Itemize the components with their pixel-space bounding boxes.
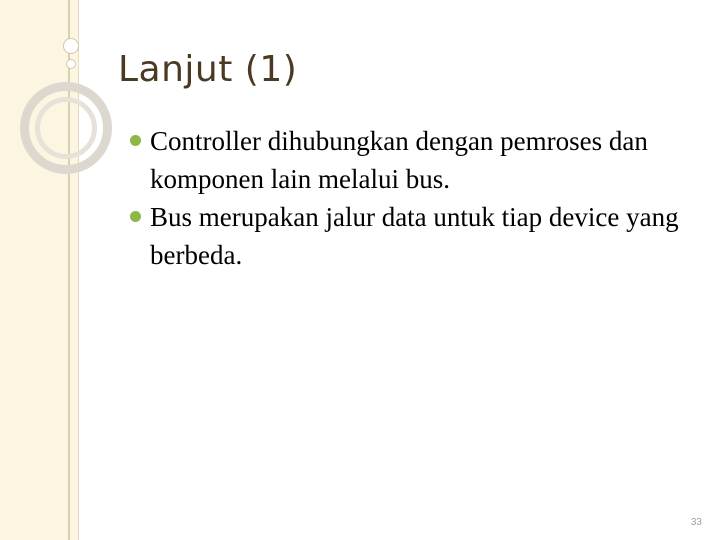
bullet-dot-icon <box>130 211 141 222</box>
bullet-text: Bus merupakan jalur data untuk tiap device yang berbeda. <box>150 202 679 270</box>
decorative-vertical-line <box>68 0 70 540</box>
bullet-list <box>130 122 700 274</box>
slide-title: Lanjut (1) <box>118 49 298 90</box>
bullet-text: Controller dihubungkan dengan pemroses dan komponen lain melalui bus. <box>150 126 648 194</box>
bullet-dot-icon <box>130 135 141 146</box>
decorative-small-dot-icon <box>66 59 76 69</box>
decorative-inner-ring-icon <box>35 97 97 159</box>
bullet-item <box>130 122 700 198</box>
decorative-dot-icon <box>63 38 79 54</box>
page-number: 33 <box>690 517 702 528</box>
bullet-item <box>130 198 700 274</box>
